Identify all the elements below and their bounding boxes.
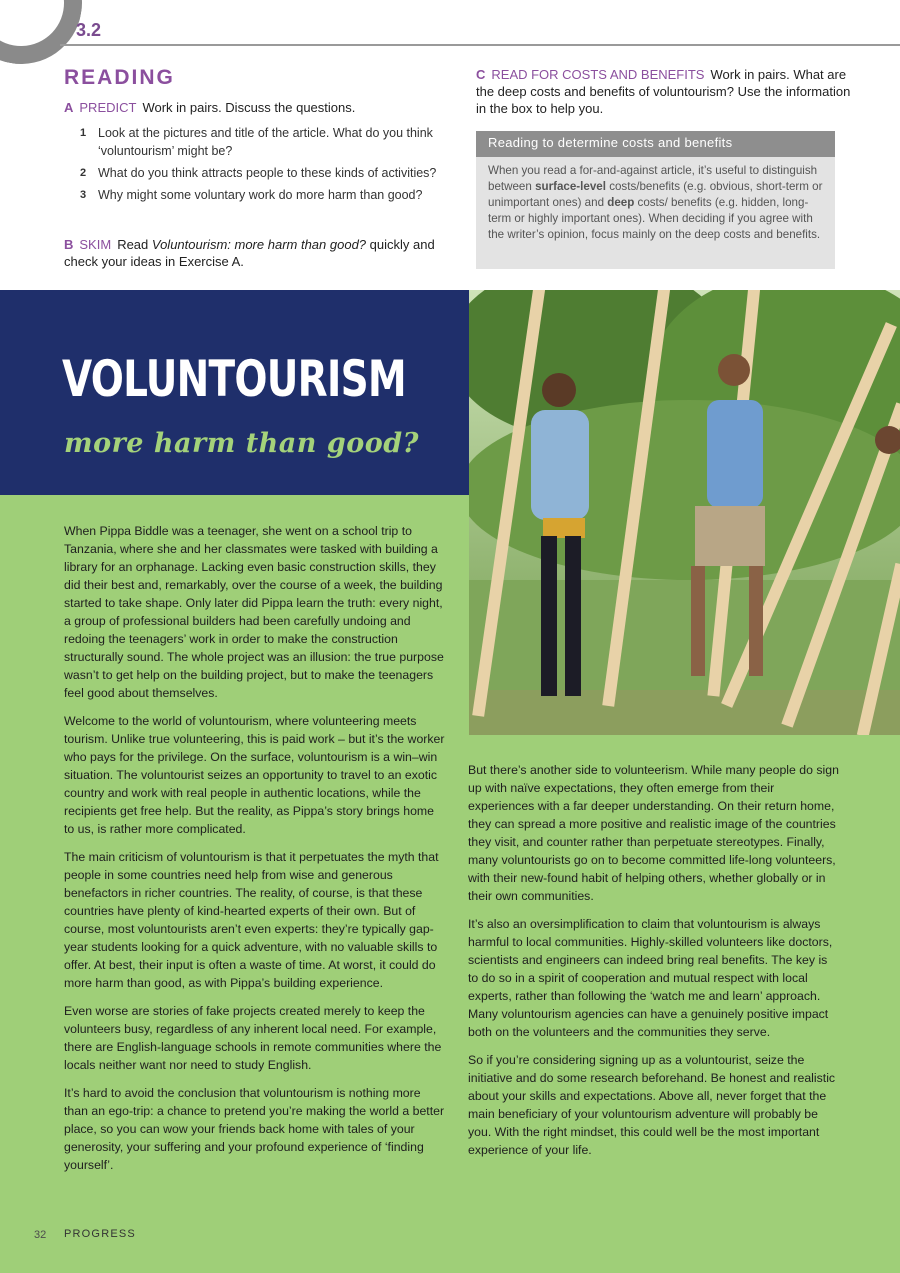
- exercise-b-text-post: quickly and check your ideas in Exercise A.: [64, 237, 435, 269]
- volunteers-photo: [469, 290, 900, 735]
- section-number: 3.2: [76, 20, 102, 40]
- question-item: [80, 164, 450, 182]
- question-item: [80, 186, 450, 204]
- exercise-b-article-title: Voluntourism: more harm than good?: [151, 237, 367, 252]
- question-text: What do you think attracts people to these kinds of activities?: [98, 166, 437, 180]
- question-number: 2: [80, 167, 87, 179]
- article-paragraph: But there’s another side to volunteerism. While many people do sign up with naïve expectations, they often emerge from their experiences with a far deeper understanding. On their return home, they can spread a more positive and realistic image of the countries they visit, and counter rather than perpetuate stereotypes. Finally, many voluntourists go on to become committed life-long volunteers, with their new-found habit of helping others, whether globally or in their own communities.: [468, 763, 839, 903]
- exercise-c: [476, 66, 856, 117]
- question-text: Why might some voluntary work do more harm than good?: [98, 188, 423, 202]
- exercise-b-tag: SKIM: [79, 237, 112, 252]
- tip-bold-term: surface-level: [535, 180, 606, 193]
- page-number: 32: [34, 1229, 47, 1241]
- exercise-b-letter: B: [64, 237, 74, 252]
- article-paragraph: It’s hard to avoid the conclusion that voluntourism is nothing more than an ego-trip: a chance to pretend you’re making the world a better place, so you can wow your friends back home with tales of your generosity, your suffering and your profound experience of ‘finding yourself’.: [64, 1086, 445, 1172]
- article-paragraph: Welcome to the world of voluntourism, where volunteering meets tourism. Unlike true volunteering, this is paid work – but it’s the worker who pays for the privilege. On the surface, voluntourism is a win–win situation. The voluntourist seizes an opportunity to travel to an exotic country and work with real people in authentic locations, while the recipients get free help. But the reality, as Pippa’s story brings home to us, is rather more complicated.: [64, 714, 445, 836]
- tip-box-title: Reading to determine costs and benefits: [476, 131, 835, 157]
- article-paragraph: When Pippa Biddle was a teenager, she went on a school trip to Tanzania, where she and her classmates were tasked with building a library for an orphanage. Lacking even basic construction skills, they did their best and, remarkably, over the course of a week, the building started to take shape. Only later did Pippa learn the truth: every night, a group of professional builders had been carefully undoing and redoing the teenagers’ work in order to make the construction structurally sound. The whole project was an illusion: the true purpose wasn’t to get help on the building project, but to make the teenagers feel good about themselves.: [64, 524, 444, 700]
- tip-text: When you read a for-and-against article, it’s useful to distinguish between: [488, 164, 818, 193]
- book-title-footer: PROGRESS: [64, 1228, 136, 1240]
- article-paragraph: So if you’re considering signing up as a voluntourist, seize the initiative and do some research beforehand. Be honest and realistic about your skills and expectations. Above all, never forget that the main beneficiary of your voluntourism adventure will probably be you. With the right mindset, this could well be the most important experience of your life.: [468, 1053, 836, 1157]
- exercise-a-instruction: Work in pairs. Discuss the questions.: [142, 100, 356, 115]
- tip-box: [476, 131, 835, 269]
- exercise-c-tag: READ FOR COSTS AND BENEFITS: [491, 67, 705, 82]
- exercise-c-instruction: Work in pairs. What are the deep costs and benefits of voluntourism? Use the information in the box to help you.: [476, 67, 851, 116]
- tip-bold-term: deep: [607, 196, 635, 209]
- question-number: 3: [80, 189, 87, 201]
- article-paragraph: Even worse are stories of fake projects created merely to keep the volunteers busy, regardless of any inherent local need. For example, there are English-language schools in remote communities where the locals neither want nor need to study English.: [64, 1004, 442, 1072]
- article-subtitle: more harm than good?: [64, 428, 419, 459]
- exercise-c-letter: C: [476, 67, 486, 82]
- exercise-a-letter: A: [64, 100, 74, 115]
- question-number: 1: [80, 127, 87, 139]
- question-text: Look at the pictures and title of the article. What do you think ‘voluntourism’ might be?: [98, 126, 433, 158]
- question-list: [80, 124, 450, 208]
- exercise-b: [64, 236, 444, 270]
- article-paragraph: It’s also an oversimplification to claim that voluntourism is always harmful to local communities. Highly-skilled volunteers like doctors, scientists and engineers can indeed bring real benefits. The key is to do so in a spirit of cooperation and mutual respect with local experts, rather than following the ‘watch me and learn’ approach. Many voluntourism agencies can have a genuinely positive impact both on the volunteers and the communities they serve.: [468, 917, 833, 1039]
- reading-heading: READING: [64, 66, 175, 89]
- article-column-right: [468, 761, 840, 1169]
- article-column-left: [64, 522, 446, 1184]
- header-rule: [60, 44, 900, 46]
- volunteers-photo-illustration: [469, 290, 900, 735]
- article-paragraph: The main criticism of voluntourism is that it perpetuates the myth that people in some countries need help from wise and generous benefactors in richer countries. The reality, of course, is that these countries have plenty of kind-hearted experts of their own. But of course, most voluntourists aren’t even experts: they’re typically gap-year students looking for a quick adventure, with no valuable skills to offer. At best, their input is often a waste of time. At worst, it could do more harm than good, as with Pippa’s building experience.: [64, 850, 439, 990]
- question-item: [80, 124, 450, 160]
- tip-text: costs/benefits (e.g. obvious, short-term or unimportant ones) and: [488, 180, 823, 209]
- tip-box-body: [476, 157, 835, 249]
- tip-text: costs/ benefits (e.g. hidden, long-term or highly important ones). When deciding if you agree with the writer’s opinion, focus mainly on the deep costs and benefits.: [488, 196, 821, 241]
- article-title: VOLUNTOURISM: [62, 350, 406, 408]
- exercise-b-text-pre: Read: [117, 237, 152, 252]
- exercise-a-tag: PREDICT: [79, 100, 137, 115]
- exercise-a: [64, 100, 444, 115]
